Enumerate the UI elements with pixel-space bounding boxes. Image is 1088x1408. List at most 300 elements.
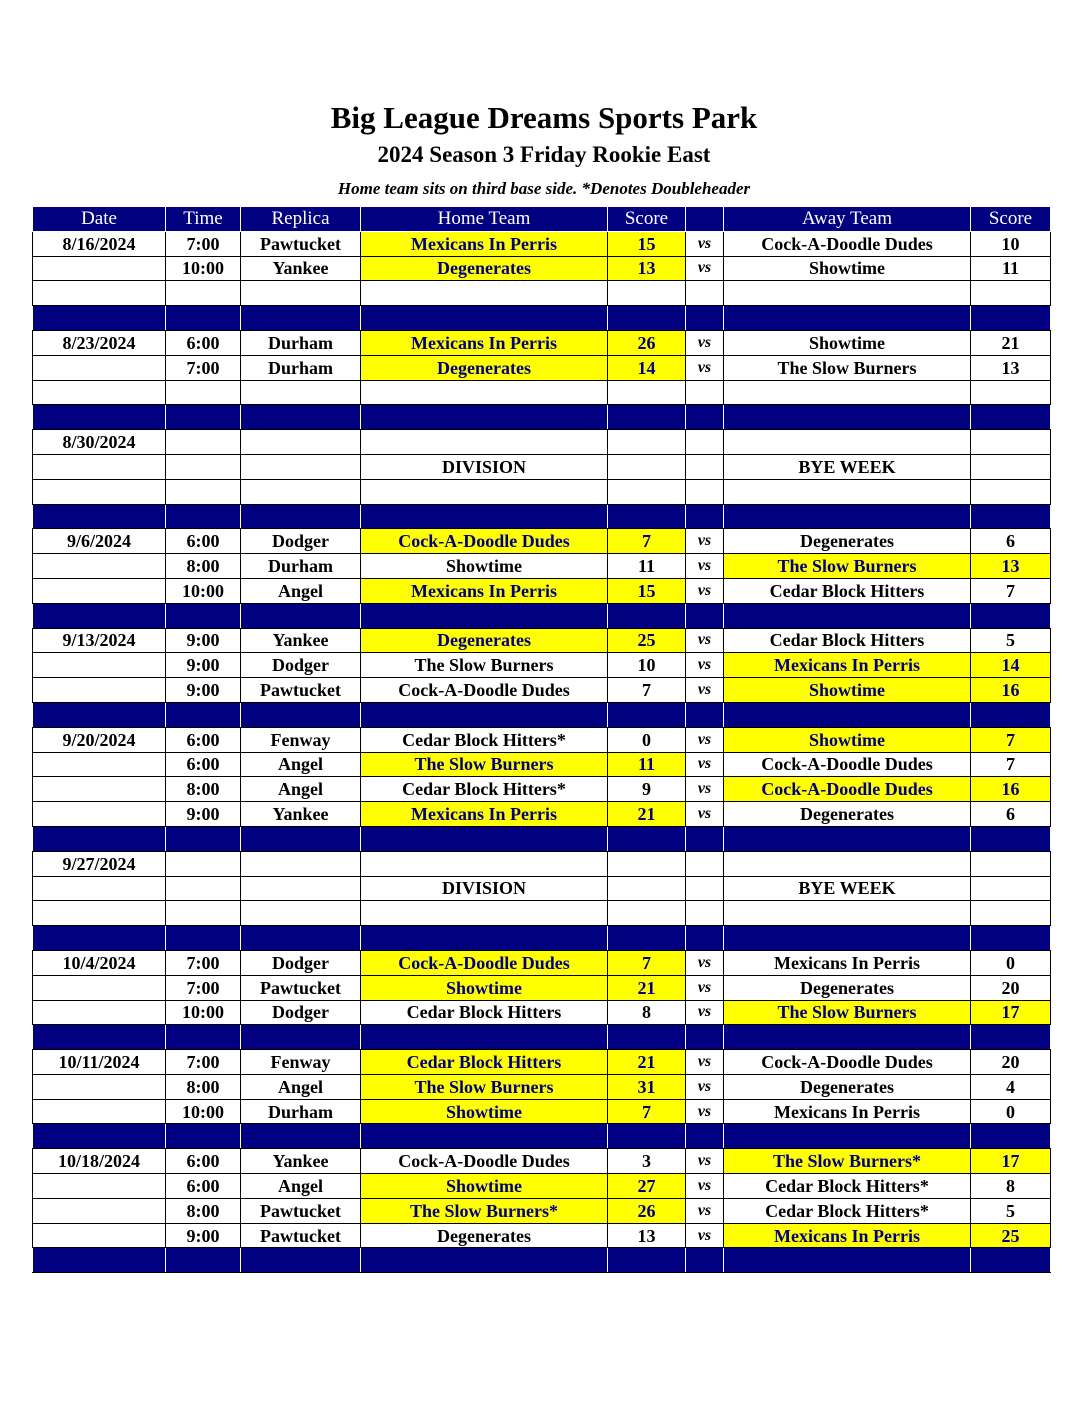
blank-cell (608, 901, 686, 926)
separator-row (33, 603, 1051, 628)
away-score-cell: 14 (971, 653, 1051, 678)
away-score-cell: 4 (971, 1074, 1051, 1099)
separator-cell (166, 926, 241, 951)
away-team-cell: Mexicans In Perris (724, 1099, 971, 1124)
home-score-cell: 8 (608, 1000, 686, 1025)
replica-cell: Yankee (241, 1149, 361, 1174)
replica-cell: Pawtucket (241, 1198, 361, 1223)
time-cell: 10:00 (166, 256, 241, 281)
home-score-cell (608, 851, 686, 876)
separator-cell (241, 1124, 361, 1149)
separator-cell (686, 1025, 724, 1050)
separator-cell (686, 504, 724, 529)
away-team-cell: BYE WEEK (724, 876, 971, 901)
schedule-body (33, 231, 1051, 1272)
away-score-cell: 10 (971, 231, 1051, 256)
away-team-cell: The Slow Burners (724, 355, 971, 380)
separator-cell (724, 826, 971, 851)
away-score-cell (971, 876, 1051, 901)
time-cell: 9:00 (166, 802, 241, 827)
vs-cell: vs (686, 950, 724, 975)
home-score-cell: 9 (608, 777, 686, 802)
vs-cell: vs (686, 256, 724, 281)
home-score-cell: 14 (608, 355, 686, 380)
game-row (33, 678, 1051, 703)
separator-cell (608, 1248, 686, 1273)
home-score-cell: 3 (608, 1149, 686, 1174)
away-score-cell: 6 (971, 802, 1051, 827)
replica-cell: Pawtucket (241, 231, 361, 256)
separator-cell (361, 1025, 608, 1050)
game-row (33, 653, 1051, 678)
separator-cell (686, 1248, 724, 1273)
game-row (33, 256, 1051, 281)
date-cell: 10/4/2024 (33, 950, 166, 975)
home-score-cell: 11 (608, 554, 686, 579)
date-cell (33, 554, 166, 579)
separator-cell (241, 926, 361, 951)
time-cell: 6:00 (166, 727, 241, 752)
away-team-cell: Degenerates (724, 975, 971, 1000)
blank-cell (241, 479, 361, 504)
time-cell: 6:00 (166, 1174, 241, 1199)
separator-cell (166, 702, 241, 727)
date-cell (33, 355, 166, 380)
date-cell: 10/11/2024 (33, 1050, 166, 1075)
away-score-cell (971, 454, 1051, 479)
vs-cell: vs (686, 1050, 724, 1075)
separator-cell (724, 603, 971, 628)
date-cell (33, 1223, 166, 1248)
game-row (33, 1000, 1051, 1025)
date-cell: 8/23/2024 (33, 330, 166, 355)
date-cell: 9/6/2024 (33, 529, 166, 554)
time-cell: 7:00 (166, 975, 241, 1000)
home-team-cell: Cedar Block Hitters* (361, 727, 608, 752)
game-row (33, 1223, 1051, 1248)
separator-cell (608, 1025, 686, 1050)
separator-cell (724, 1025, 971, 1050)
separator-cell (166, 1025, 241, 1050)
separator-cell (166, 306, 241, 331)
separator-cell (608, 504, 686, 529)
vs-cell: vs (686, 578, 724, 603)
date-cell: 8/30/2024 (33, 430, 166, 455)
home-team-cell: The Slow Burners* (361, 1198, 608, 1223)
away-team-cell: Cock-A-Doodle Dudes (724, 231, 971, 256)
blank-cell (33, 901, 166, 926)
vs-cell: vs (686, 330, 724, 355)
separator-cell (608, 603, 686, 628)
time-cell: 9:00 (166, 628, 241, 653)
home-team-cell: Mexicans In Perris (361, 578, 608, 603)
home-score-cell (608, 454, 686, 479)
home-score-cell: 13 (608, 1223, 686, 1248)
separator-cell (33, 306, 166, 331)
home-team-cell: Cock-A-Doodle Dudes (361, 678, 608, 703)
separator-cell (33, 405, 166, 430)
blank-cell (241, 281, 361, 306)
time-cell: 9:00 (166, 678, 241, 703)
away-team-cell: Showtime (724, 330, 971, 355)
away-team-cell: Showtime (724, 256, 971, 281)
game-row (33, 578, 1051, 603)
date-cell: 8/16/2024 (33, 231, 166, 256)
away-score-cell: 5 (971, 1198, 1051, 1223)
blank-cell (971, 281, 1051, 306)
date-cell (33, 802, 166, 827)
away-score-cell: 20 (971, 1050, 1051, 1075)
separator-row (33, 1025, 1051, 1050)
col-vs-header (686, 207, 724, 232)
time-cell: 10:00 (166, 1000, 241, 1025)
separator-cell (608, 826, 686, 851)
time-cell: 10:00 (166, 1099, 241, 1124)
replica-cell: Angel (241, 777, 361, 802)
away-team-cell: BYE WEEK (724, 454, 971, 479)
time-cell (166, 876, 241, 901)
separator-cell (33, 603, 166, 628)
away-team-cell: Degenerates (724, 529, 971, 554)
date-cell: 9/13/2024 (33, 628, 166, 653)
vs-cell (686, 454, 724, 479)
vs-cell (686, 876, 724, 901)
separator-cell (608, 405, 686, 430)
away-score-cell: 7 (971, 752, 1051, 777)
separator-cell (361, 702, 608, 727)
home-score-cell: 15 (608, 578, 686, 603)
blank-cell (241, 380, 361, 405)
home-team-cell (361, 851, 608, 876)
game-row (33, 876, 1051, 901)
away-team-cell: Cock-A-Doodle Dudes (724, 777, 971, 802)
replica-cell: Durham (241, 1099, 361, 1124)
home-score-cell: 10 (608, 653, 686, 678)
home-team-cell: Mexicans In Perris (361, 802, 608, 827)
date-cell (33, 1099, 166, 1124)
date-cell (33, 1198, 166, 1223)
separator-cell (608, 702, 686, 727)
home-team-cell: The Slow Burners (361, 653, 608, 678)
away-score-cell: 16 (971, 777, 1051, 802)
away-score-cell: 13 (971, 554, 1051, 579)
separator-cell (361, 926, 608, 951)
home-team-cell: Cedar Block Hitters (361, 1000, 608, 1025)
separator-row (33, 702, 1051, 727)
separator-cell (971, 603, 1051, 628)
game-row (33, 1074, 1051, 1099)
separator-cell (608, 1124, 686, 1149)
schedule-note: Home team sits on third base side. *Denotes Doubleheader (337, 179, 751, 198)
separator-cell (33, 826, 166, 851)
blank-cell (33, 281, 166, 306)
blank-cell (724, 479, 971, 504)
date-cell (33, 1074, 166, 1099)
away-score-cell: 16 (971, 678, 1051, 703)
separator-cell (971, 504, 1051, 529)
home-team-cell: Degenerates (361, 256, 608, 281)
separator-cell (361, 1248, 608, 1273)
separator-cell (166, 603, 241, 628)
time-cell: 10:00 (166, 578, 241, 603)
away-score-cell: 21 (971, 330, 1051, 355)
replica-cell: Dodger (241, 529, 361, 554)
blank-cell (608, 380, 686, 405)
separator-cell (971, 926, 1051, 951)
game-row (33, 529, 1051, 554)
replica-cell: Angel (241, 752, 361, 777)
replica-cell: Pawtucket (241, 678, 361, 703)
away-team-cell (724, 851, 971, 876)
separator-cell (166, 826, 241, 851)
replica-cell (241, 430, 361, 455)
away-team-cell: Mexicans In Perris (724, 1223, 971, 1248)
page-subtitle: 2024 Season 3 Friday Rookie East (377, 142, 711, 167)
separator-cell (724, 1124, 971, 1149)
blank-cell (686, 479, 724, 504)
separator-row (33, 504, 1051, 529)
replica-cell: Fenway (241, 727, 361, 752)
blank-cell (361, 901, 608, 926)
game-row (33, 1050, 1051, 1075)
separator-cell (724, 504, 971, 529)
time-cell: 7:00 (166, 231, 241, 256)
blank-cell (971, 380, 1051, 405)
separator-cell (724, 1248, 971, 1273)
blank-cell (724, 380, 971, 405)
blank-cell (971, 901, 1051, 926)
game-row (33, 727, 1051, 752)
away-score-cell: 11 (971, 256, 1051, 281)
date-cell (33, 578, 166, 603)
date-cell (33, 454, 166, 479)
schedule-table (32, 206, 1051, 1273)
time-cell (166, 851, 241, 876)
replica-cell: Dodger (241, 1000, 361, 1025)
home-team-cell: Degenerates (361, 628, 608, 653)
game-row (33, 628, 1051, 653)
separator-cell (971, 1025, 1051, 1050)
separator-cell (724, 306, 971, 331)
separator-cell (971, 1248, 1051, 1273)
blank-cell (361, 380, 608, 405)
blank-cell (686, 901, 724, 926)
away-score-cell: 7 (971, 727, 1051, 752)
date-cell (33, 1174, 166, 1199)
home-score-cell: 26 (608, 1198, 686, 1223)
away-team-cell: Showtime (724, 678, 971, 703)
away-team-cell: Cedar Block Hitters (724, 628, 971, 653)
home-team-cell: The Slow Burners (361, 1074, 608, 1099)
separator-cell (971, 1124, 1051, 1149)
blank-row (33, 479, 1051, 504)
home-score-cell (608, 876, 686, 901)
date-cell (33, 777, 166, 802)
separator-cell (241, 826, 361, 851)
away-score-cell: 25 (971, 1223, 1051, 1248)
separator-row (33, 1124, 1051, 1149)
col-home-team-header: Home Team (361, 207, 608, 232)
home-score-cell: 21 (608, 1050, 686, 1075)
home-score-cell (608, 430, 686, 455)
away-team-cell: Mexicans In Perris (724, 950, 971, 975)
away-team-cell: Mexicans In Perris (724, 653, 971, 678)
home-team-cell: DIVISION (361, 454, 608, 479)
separator-cell (686, 702, 724, 727)
col-home-score-header: Score (608, 207, 686, 232)
home-team-cell: DIVISION (361, 876, 608, 901)
replica-cell: Durham (241, 355, 361, 380)
away-score-cell: 0 (971, 1099, 1051, 1124)
vs-cell: vs (686, 752, 724, 777)
home-team-cell: The Slow Burners (361, 752, 608, 777)
home-team-cell: Showtime (361, 1099, 608, 1124)
separator-cell (686, 306, 724, 331)
game-row (33, 802, 1051, 827)
game-row (33, 950, 1051, 975)
replica-cell: Durham (241, 330, 361, 355)
blank-cell (166, 281, 241, 306)
separator-cell (971, 826, 1051, 851)
replica-cell (241, 454, 361, 479)
date-cell (33, 752, 166, 777)
blank-cell (971, 479, 1051, 504)
blank-cell (686, 281, 724, 306)
away-team-cell: Showtime (724, 727, 971, 752)
home-team-cell: Degenerates (361, 355, 608, 380)
vs-cell: vs (686, 231, 724, 256)
separator-cell (33, 926, 166, 951)
home-team-cell: Degenerates (361, 1223, 608, 1248)
time-cell (166, 430, 241, 455)
home-score-cell: 15 (608, 231, 686, 256)
game-row (33, 752, 1051, 777)
vs-cell: vs (686, 1198, 724, 1223)
away-score-cell: 17 (971, 1000, 1051, 1025)
blank-row (33, 281, 1051, 306)
separator-cell (971, 306, 1051, 331)
separator-cell (241, 405, 361, 430)
time-cell: 6:00 (166, 529, 241, 554)
blank-cell (608, 281, 686, 306)
col-date-header: Date (33, 207, 166, 232)
separator-cell (686, 603, 724, 628)
blank-cell (686, 380, 724, 405)
page-title: Big League Dreams Sports Park (330, 100, 758, 135)
away-score-cell (971, 430, 1051, 455)
separator-cell (241, 702, 361, 727)
separator-cell (361, 405, 608, 430)
separator-cell (361, 504, 608, 529)
game-row (33, 1198, 1051, 1223)
replica-cell: Pawtucket (241, 975, 361, 1000)
date-cell (33, 975, 166, 1000)
replica-cell: Angel (241, 1174, 361, 1199)
separator-cell (361, 603, 608, 628)
away-team-cell: The Slow Burners (724, 554, 971, 579)
home-team-cell: Showtime (361, 554, 608, 579)
separator-cell (166, 504, 241, 529)
col-replica-header: Replica (241, 207, 361, 232)
vs-cell: vs (686, 727, 724, 752)
away-team-cell: Cedar Block Hitters* (724, 1198, 971, 1223)
date-cell: 9/20/2024 (33, 727, 166, 752)
away-team-cell: The Slow Burners* (724, 1149, 971, 1174)
away-team-cell: Cedar Block Hitters* (724, 1174, 971, 1199)
home-team-cell: Mexicans In Perris (361, 330, 608, 355)
home-score-cell: 13 (608, 256, 686, 281)
time-cell: 9:00 (166, 1223, 241, 1248)
vs-cell: vs (686, 777, 724, 802)
col-away-score-header: Score (971, 207, 1051, 232)
replica-cell: Fenway (241, 1050, 361, 1075)
vs-cell: vs (686, 1000, 724, 1025)
header-row (33, 207, 1051, 232)
home-score-cell: 26 (608, 330, 686, 355)
replica-cell: Pawtucket (241, 1223, 361, 1248)
date-cell (33, 678, 166, 703)
home-score-cell: 27 (608, 1174, 686, 1199)
away-team-cell: Degenerates (724, 1074, 971, 1099)
separator-cell (686, 1124, 724, 1149)
game-row (33, 430, 1051, 455)
home-score-cell: 11 (608, 752, 686, 777)
separator-cell (241, 504, 361, 529)
col-away-team-header: Away Team (724, 207, 971, 232)
home-team-cell: Cock-A-Doodle Dudes (361, 1149, 608, 1174)
separator-row (33, 405, 1051, 430)
time-cell: 8:00 (166, 1074, 241, 1099)
separator-cell (361, 1124, 608, 1149)
separator-cell (33, 702, 166, 727)
replica-cell (241, 851, 361, 876)
separator-row (33, 1248, 1051, 1273)
time-cell: 8:00 (166, 1198, 241, 1223)
home-team-cell: Showtime (361, 1174, 608, 1199)
time-cell: 8:00 (166, 777, 241, 802)
home-team-cell: Cedar Block Hitters (361, 1050, 608, 1075)
away-score-cell: 5 (971, 628, 1051, 653)
vs-cell: vs (686, 1223, 724, 1248)
game-row (33, 231, 1051, 256)
away-score-cell: 8 (971, 1174, 1051, 1199)
away-score-cell: 7 (971, 578, 1051, 603)
date-cell (33, 876, 166, 901)
vs-cell: vs (686, 529, 724, 554)
replica-cell: Angel (241, 1074, 361, 1099)
game-row (33, 1174, 1051, 1199)
separator-cell (166, 1124, 241, 1149)
vs-cell: vs (686, 653, 724, 678)
away-score-cell: 20 (971, 975, 1051, 1000)
game-row (33, 554, 1051, 579)
separator-cell (608, 306, 686, 331)
time-cell: 6:00 (166, 330, 241, 355)
separator-cell (971, 702, 1051, 727)
vs-cell: vs (686, 628, 724, 653)
replica-cell (241, 876, 361, 901)
home-score-cell: 7 (608, 1099, 686, 1124)
home-score-cell: 0 (608, 727, 686, 752)
blank-cell (724, 281, 971, 306)
blank-cell (33, 479, 166, 504)
blank-cell (166, 380, 241, 405)
time-cell: 8:00 (166, 554, 241, 579)
away-score-cell: 0 (971, 950, 1051, 975)
separator-row (33, 926, 1051, 951)
separator-cell (33, 504, 166, 529)
away-team-cell (724, 430, 971, 455)
